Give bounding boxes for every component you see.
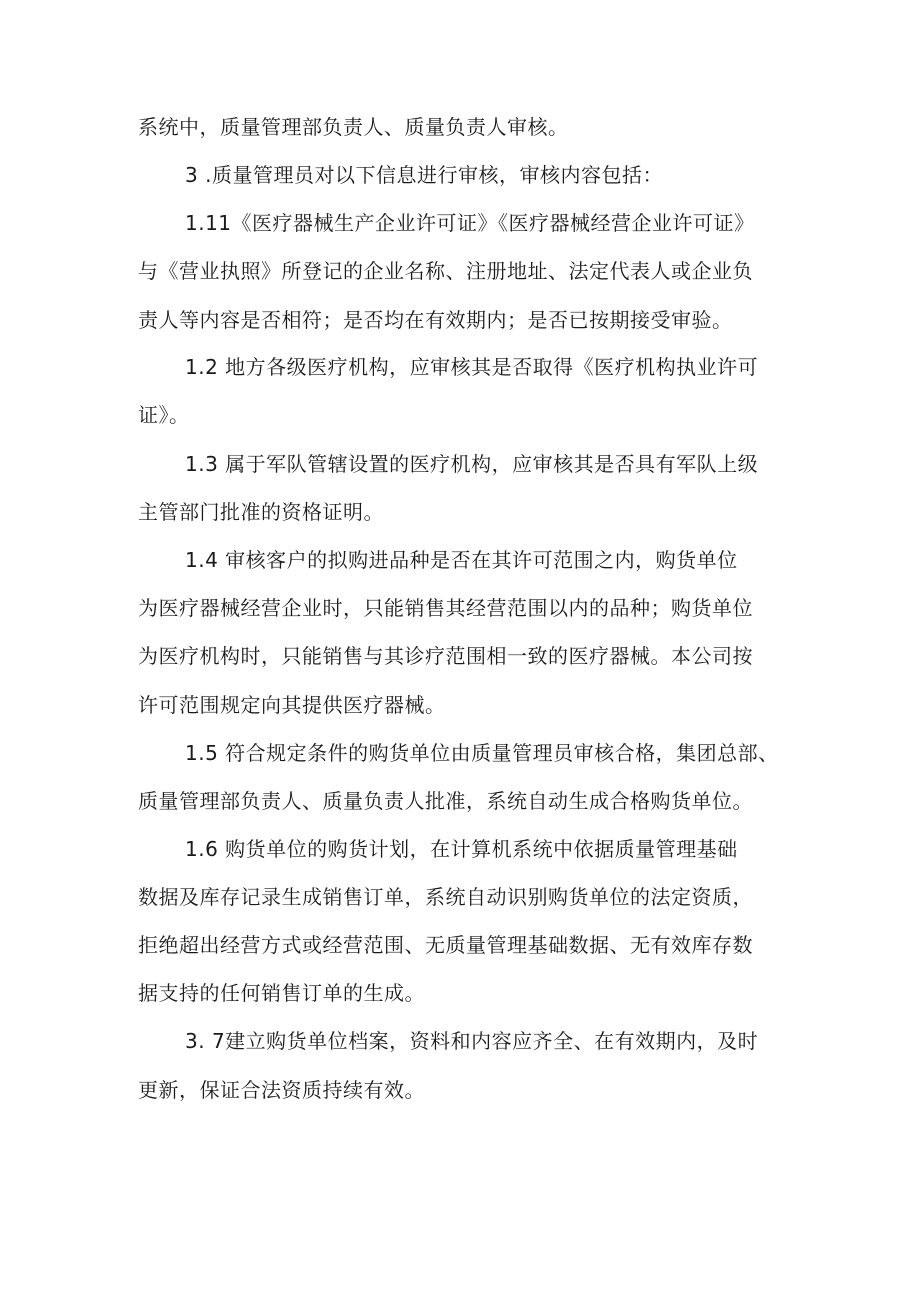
text-line: 3 .质量管理员对以下信息进行审核，审核内容包括： <box>185 163 663 187</box>
text-line: 1.6 购货单位的购货计划，在计算机系统中依据质量管理基础 <box>185 837 738 861</box>
text-line: 1.5 符合规定条件的购货单位由质量管理员审核合格，集团总部、 <box>185 741 779 765</box>
text-line: 更新，保证合法资质持续有效。 <box>138 1078 425 1102</box>
text-line: 3. 7建立购货单位档案，资料和内容应齐全、在有效期内，及时 <box>185 1029 759 1053</box>
text-line: 拒绝超出经营方式或经营范围、无质量管理基础数据、无有效库存数 <box>138 933 753 957</box>
text-line: 据支持的任何销售订单的生成。 <box>138 981 425 1005</box>
text-line: 主管部门批准的资格证明。 <box>138 500 384 524</box>
text-line: 数据及库存记录生成销售订单，系统自动识别购货单位的法定资质， <box>138 885 753 909</box>
text-line: 为医疗器械经营企业时，只能销售其经营范围以内的品种；购货单位 <box>138 596 753 620</box>
text-line: 1.11《医疗器械生产企业许可证》《医疗器械经营企业许可证》 <box>185 211 755 235</box>
text-line: 与《营业执照》所登记的企业名称、注册地址、法定代表人或企业负 <box>138 259 753 283</box>
text-line: 质量管理部负责人、质量负责人批准，系统自动生成合格购货单位。 <box>138 789 753 813</box>
text-line: 系统中，质量管理部负责人、质量负责人审核。 <box>138 115 569 139</box>
text-line: 1.2 地方各级医疗机构，应审核其是否取得《医疗机构执业许可 <box>185 355 759 379</box>
text-line: 1.3 属于军队管辖设置的医疗机构，应审核其是否具有军队上级 <box>185 452 759 476</box>
text-line: 为医疗机构时，只能销售与其诊疗范围相一致的医疗器械。本公司按 <box>138 644 753 668</box>
text-line: 1.4 审核客户的拟购进品种是否在其许可范围之内，购货单位 <box>185 548 738 572</box>
text-line: 证》。 <box>138 403 190 427</box>
text-line: 许可范围规定向其提供医疗器械。 <box>138 693 446 717</box>
text-line: 责人等内容是否相符；是否均在有效期内；是否已按期接受审验。 <box>138 308 733 332</box>
